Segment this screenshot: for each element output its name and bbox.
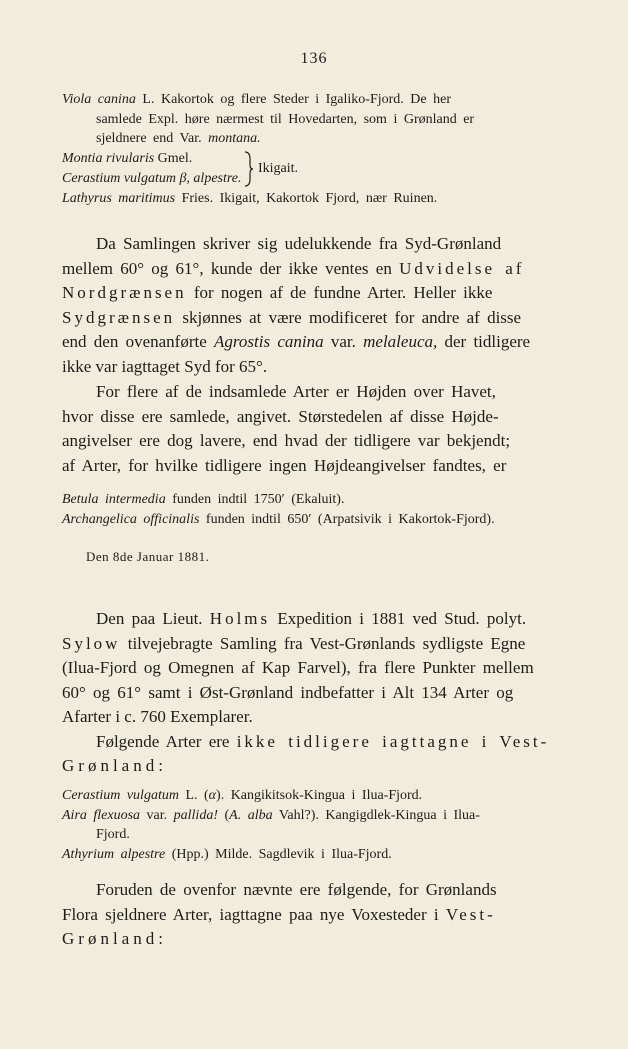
text-line [62, 730, 588, 755]
paragraph-1 [62, 232, 588, 379]
text-span: var. [330, 332, 356, 351]
species-name: Athyrium alpestre [62, 846, 166, 862]
text-span: for nogen af de fundne Arter. Heller ikke [193, 283, 493, 302]
text-span: Følgende Arter ere [96, 731, 230, 751]
text-line: Foruden de ovenfor nævnte ere følgende, for Grønlands [96, 880, 497, 899]
text-line: ikke var iagttaget Syd for 65°. [62, 356, 268, 376]
text-span: skjønnes at være modificeret for andre af disse [182, 307, 522, 327]
text-line: Grønland: [62, 929, 167, 948]
species-text: L. Kakortok og flere Steder i Igaliko-Fjord. De her [142, 92, 451, 107]
species-entry-betula [62, 490, 588, 510]
text-span: Expedition i 1881 ved Stud. polyt. [277, 609, 527, 628]
species-entry-athyrium [62, 845, 588, 865]
text-line [62, 632, 588, 657]
text-line: af Arter, for hvilke tidligere ingen Højdeangivelser fandtes, er [62, 455, 507, 475]
text-span: der tidligere [444, 332, 531, 351]
text-line [62, 257, 588, 282]
species-name: Cerastium vulgatum [62, 788, 179, 803]
text-line: Da Samlingen skriver sig udelukkende fra Syd-Grønland [96, 234, 502, 253]
text-span: mellem 60° og 61°, kunde der ikke ventes en [62, 258, 392, 278]
text-span: tilvejebragte Samling fra Vest-Grønlands sydligste Egne [127, 633, 526, 653]
variety-name: pallida! [173, 807, 218, 823]
text-line [62, 330, 588, 355]
species-text: Vahl?). Kangigdlek-Kingua i Ilua- [278, 807, 480, 823]
text-line: For flere af de indsamlede Arter er Højden over Havet, [96, 382, 496, 401]
species-name: Aira flexuosa [62, 807, 141, 823]
species-entry-continuation [62, 129, 588, 149]
species-name: Cerastium vulgatum [62, 170, 176, 186]
species-entry-cerastium [62, 169, 242, 189]
text-span: Flora sjeldnere Arter, iagttagne paa nye Voxesteder i [62, 904, 439, 924]
right-brace-icon [244, 151, 254, 187]
species-entry-viola [62, 90, 588, 110]
text-line: (Ilua-Fjord og Omegnen af Kap Farvel), fra flere Punkter mellem [62, 658, 534, 677]
text-line: angivelser ere dog lavere, end hvad der tidligere var bekjendt; [62, 431, 511, 450]
page-number: 136 [300, 50, 328, 67]
species-text: Fries. Ikigait, Kakortok Fjord, nær Ruinen. [181, 190, 438, 206]
text-line [62, 903, 588, 928]
species-entry-cerastium [62, 786, 588, 806]
species-text: funden indtil 650′ (Arpatsivik i Kakortok-Fjord). [205, 511, 495, 527]
species-name: Lathyrus maritimus [62, 190, 176, 206]
text-span: Den paa Lieut. [96, 609, 203, 628]
variety-name: melaleuca, [363, 332, 438, 351]
species-name: A. alba [229, 807, 273, 823]
species-text: var. [146, 807, 168, 823]
species-entry-archangelica [62, 510, 588, 530]
species-name: Archangelica officinalis [62, 511, 200, 527]
species-name: Betula intermedia [62, 492, 166, 507]
species-entry-continuation: samlede Expl. høre nærmest til Hovedarten, som i Grønland er [96, 111, 475, 127]
spaced-text: ikke tidligere iagttagne i Vest- [236, 731, 550, 751]
species-list-2 [62, 490, 588, 529]
text-line [62, 281, 588, 306]
species-entry-montia [62, 149, 192, 169]
paragraph-3 [62, 607, 588, 779]
species-entry-aira [62, 806, 588, 826]
spaced-text: Holms [209, 609, 271, 628]
spaced-text: Vest- [445, 904, 496, 924]
text-line: Grønland: [62, 756, 167, 775]
date-line: Den 8de Januar 1881. [86, 549, 210, 564]
text-line: 60° og 61° samt i Øst-Grønland indbefatter i Alt 134 Arter og [62, 682, 514, 702]
species-text: sjeldnere end Var. [96, 131, 202, 146]
species-name: Viola canina [62, 92, 136, 107]
text-line [62, 306, 588, 331]
species-list-1 [62, 90, 588, 208]
date-block [62, 549, 588, 565]
text-line [62, 607, 588, 632]
text-line: Afarter i c. 760 Exemplarer. [62, 707, 253, 726]
variety-name: montana. [208, 131, 261, 146]
species-text: ( [224, 807, 230, 823]
species-name: Agrostis canina [214, 332, 324, 351]
spaced-text: Nordgrænsen [62, 283, 187, 302]
species-text: ). Kangikitsok-Kingua i Ilua-Fjord. [216, 788, 423, 803]
species-entry-continuation: Fjord. [96, 827, 130, 842]
spaced-text: Sylow [62, 633, 121, 653]
species-author: Gmel. [157, 150, 193, 166]
text-line: hvor disse ere samlede, angivet. Størstedelen af disse Højde- [62, 406, 499, 426]
species-entry-lathyrus [62, 189, 588, 209]
variety-name: β, alpestre. [179, 170, 242, 186]
brace-location: Ikigait. [258, 160, 299, 176]
species-text: (Hpp.) Milde. Sagdlevik i Ilua-Fjord. [171, 846, 392, 862]
paragraph-2 [62, 380, 588, 478]
species-brace-group [62, 149, 588, 189]
species-name: Montia rivularis [62, 150, 155, 166]
species-list-3 [62, 786, 588, 864]
spaced-text: Udvidelse af [399, 258, 525, 278]
species-text: L. ( [185, 788, 209, 803]
species-text: funden indtil 1750′ (Ekaluit). [172, 492, 345, 507]
paragraph-4 [62, 878, 588, 952]
spaced-text: Sydgrænsen [62, 307, 176, 327]
text-span: end den ovenanførte [62, 332, 207, 351]
variety-name: α [208, 788, 217, 803]
